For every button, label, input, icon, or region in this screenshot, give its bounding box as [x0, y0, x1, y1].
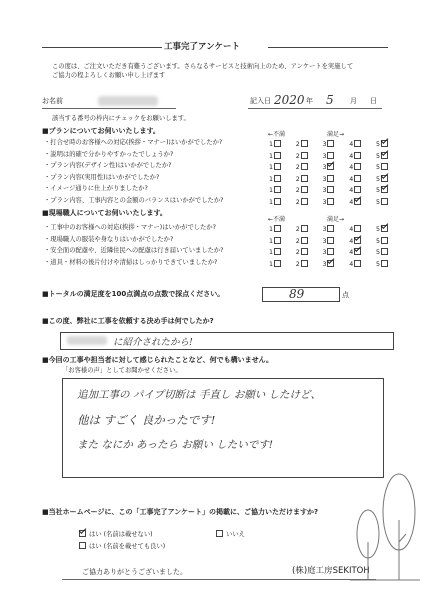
rating-option[interactable] — [349, 224, 362, 234]
rating-number: 5 — [375, 187, 380, 195]
total-score-value: 89 — [289, 287, 305, 301]
rating-number: 1 — [269, 249, 274, 257]
rating-checkbox[interactable] — [301, 186, 308, 193]
rating-checkbox[interactable] — [301, 175, 308, 182]
comments-question: ■今回の工事や担当者に対して感じられたことなど、何でも構いません。 — [42, 356, 274, 364]
rating-number: 5 — [375, 152, 380, 160]
rating-option[interactable] — [349, 174, 362, 184]
rating-checkbox[interactable] — [381, 163, 388, 170]
rating-number: 3 — [322, 175, 327, 183]
question-text: ・打合せ時のお客様への対応(挨拶・マナー)はいかがでしたか? — [44, 139, 223, 146]
rating-number: 1 — [269, 164, 274, 172]
rating-number: 5 — [375, 226, 380, 233]
rating-number: 4 — [349, 260, 354, 268]
rating-number: 3 — [322, 237, 327, 245]
scale-low-label: ←不満 — [268, 131, 286, 138]
rating-checkbox[interactable] — [327, 140, 334, 147]
rating-checkbox[interactable] — [274, 186, 281, 193]
rating-number: 2 — [295, 249, 300, 257]
redacted-referrer — [67, 336, 107, 345]
rating-number: 1 — [269, 199, 274, 206]
rating-number: 2 — [295, 260, 300, 268]
rating-number: 3 — [322, 199, 327, 206]
rating-number: 4 — [349, 237, 354, 245]
rating-option[interactable] — [349, 236, 362, 246]
rating-option[interactable] — [269, 139, 282, 149]
rating-option[interactable] — [376, 259, 389, 269]
rating-option[interactable] — [322, 236, 335, 246]
intro-text-1: この度は、ご注文いただき有難うございます。さらなるサービスと技術向上のため、アンケートを実施して — [52, 63, 354, 70]
date-month-unit: 月 — [350, 97, 357, 105]
question-text: ・プラン内容(デザイン性)はいかがでしたか? — [44, 162, 172, 170]
question-text: ・安全面の配慮や、近隣住民への配慮は行き届いていましたか? — [44, 247, 224, 255]
rating-option[interactable] — [376, 151, 389, 161]
question-row — [44, 197, 424, 206]
rating-number: 3 — [322, 260, 327, 268]
rating-checkbox[interactable] — [354, 260, 361, 267]
scale2-low-label: ←不満 — [268, 216, 286, 223]
rating-option[interactable] — [322, 259, 335, 269]
rating-option[interactable] — [376, 224, 389, 234]
rating-checkbox[interactable] — [354, 186, 361, 193]
rating-option[interactable] — [322, 151, 335, 161]
rating-option[interactable] — [349, 139, 362, 149]
question-row — [44, 259, 424, 268]
decision-answer: に紹介されたから! — [113, 337, 193, 348]
title-rule-right — [268, 47, 388, 48]
question-row — [44, 185, 424, 194]
rating-checkbox[interactable] — [381, 152, 388, 159]
rating-number: 3 — [322, 187, 327, 195]
rating-number: 5 — [375, 237, 380, 245]
rating-number: 5 — [375, 249, 380, 257]
rating-checkbox[interactable] — [327, 186, 334, 193]
rating-option[interactable] — [269, 151, 282, 161]
rating-option[interactable] — [322, 247, 335, 257]
rating-number: 1 — [269, 237, 274, 245]
rating-option[interactable] — [376, 174, 389, 184]
decision-question: ■この度、弊社に工事を依頼する決め手は何でしたか? — [42, 317, 214, 325]
rating-number: 2 — [295, 175, 300, 183]
rating-checkbox[interactable] — [274, 237, 281, 244]
yes-named-checkbox[interactable] — [79, 542, 86, 549]
rating-number: 1 — [269, 141, 274, 148]
tree-illustration — [350, 472, 420, 584]
instruction-text: 該当する番号の枠内にチェックをお願いします。 — [52, 115, 190, 122]
rating-checkbox[interactable] — [354, 237, 361, 244]
rating-checkbox[interactable] — [327, 163, 334, 170]
rating-checkbox[interactable] — [301, 152, 308, 159]
rating-option[interactable] — [269, 224, 282, 234]
question-text: ・プラン内容、工事内容との金額のバランスはいかがでしたか? — [44, 197, 224, 204]
rating-checkbox[interactable] — [354, 248, 361, 255]
rating-checkbox[interactable] — [301, 237, 308, 244]
rating-checkbox[interactable] — [301, 260, 308, 267]
rating-number: 2 — [295, 164, 300, 172]
rating-checkbox[interactable] — [301, 140, 308, 147]
rating-number: 1 — [269, 152, 274, 160]
section1-heading: ■プランについてお伺いいたします。 — [42, 127, 160, 135]
rating-number: 4 — [349, 187, 354, 195]
rating-option[interactable] — [269, 236, 282, 246]
option-yes-anon[interactable] — [78, 529, 153, 539]
rating-number: 3 — [322, 226, 327, 233]
rating-option[interactable] — [322, 224, 335, 234]
rating-checkbox[interactable] — [354, 225, 361, 232]
date-day-unit: 日 — [370, 97, 377, 105]
rating-option[interactable] — [376, 197, 389, 207]
scale-high-label: 満足→ — [327, 131, 345, 138]
rating-option[interactable] — [322, 139, 335, 149]
date-year: 2020 — [274, 93, 305, 107]
footer-thanks: ご協力ありがとうございました。 — [82, 568, 187, 576]
rating-number: 1 — [269, 260, 274, 268]
question-text: ・現場職人の服装や身なりはいかがでしたか? — [44, 235, 174, 243]
section2-heading: ■現場職人についてお伺いいたします。 — [42, 209, 167, 217]
rating-option[interactable] — [296, 185, 309, 195]
rating-checkbox[interactable] — [327, 225, 334, 232]
rating-option[interactable] — [269, 197, 282, 207]
rating-option[interactable] — [269, 247, 282, 257]
rating-checkbox[interactable] — [354, 198, 361, 205]
rating-number: 5 — [375, 164, 380, 172]
rating-option[interactable] — [349, 151, 362, 161]
rating-number: 4 — [349, 164, 354, 172]
rating-checkbox[interactable] — [274, 175, 281, 182]
rating-option[interactable] — [269, 162, 282, 172]
rating-number: 4 — [349, 152, 354, 160]
comment-line-3: また なにか あったら お願い したいです! — [77, 439, 273, 451]
rating-checkbox[interactable] — [327, 175, 334, 182]
rating-number: 1 — [269, 226, 274, 233]
company-name: (株)庭工房SEKITOH — [292, 566, 370, 576]
rating-number: 4 — [349, 249, 354, 257]
rating-option[interactable] — [349, 162, 362, 172]
rating-number: 4 — [349, 141, 354, 148]
rating-number: 5 — [375, 175, 380, 183]
rating-checkbox[interactable] — [354, 152, 361, 159]
rating-checkbox[interactable] — [381, 175, 388, 182]
rating-option[interactable] — [296, 236, 309, 246]
rating-number: 4 — [349, 199, 354, 206]
question-row — [44, 247, 424, 256]
rating-option[interactable] — [349, 197, 362, 207]
rating-option[interactable] — [269, 259, 282, 269]
rating-checkbox[interactable] — [301, 163, 308, 170]
rating-checkbox[interactable] — [381, 260, 388, 267]
rating-option[interactable] — [322, 174, 335, 184]
total-unit: 点 — [342, 291, 349, 299]
yes-named-label: はい (名前を載せても良い) — [89, 543, 166, 550]
rating-number: 3 — [322, 141, 327, 148]
rating-option[interactable] — [296, 174, 309, 184]
rating-option[interactable] — [376, 139, 389, 149]
rating-checkbox[interactable] — [327, 248, 334, 255]
rating-option[interactable] — [269, 185, 282, 195]
yes-anon-checkbox[interactable] — [79, 530, 86, 537]
question-row — [44, 151, 424, 160]
rating-option[interactable] — [296, 151, 309, 161]
rating-option[interactable] — [376, 162, 389, 172]
rating-option[interactable] — [296, 162, 309, 172]
rating-number: 5 — [375, 260, 380, 268]
rating-checkbox[interactable] — [354, 163, 361, 170]
date-label: 記入日 — [250, 97, 271, 105]
rating-number: 1 — [269, 175, 274, 183]
name-label: お名前 — [42, 97, 63, 105]
rating-number: 4 — [349, 175, 354, 183]
page-title: 工事完了アンケート — [164, 42, 240, 52]
rating-number: 2 — [295, 226, 300, 233]
rating-checkbox[interactable] — [381, 248, 388, 255]
rating-option[interactable] — [322, 185, 335, 195]
rating-option[interactable] — [349, 185, 362, 195]
total-score-box[interactable] — [262, 287, 340, 302]
rating-option[interactable] — [322, 197, 335, 207]
rating-number: 2 — [295, 199, 300, 206]
date-month: 5 — [326, 93, 334, 107]
rating-number: 3 — [322, 164, 327, 172]
rating-checkbox[interactable] — [381, 198, 388, 205]
option-yes-named[interactable] — [78, 541, 165, 551]
question-row — [44, 224, 424, 233]
question-text: ・道具・材料の後片付けや清掃はしっかりできていましたか? — [44, 258, 218, 266]
question-row — [44, 139, 424, 148]
comment-line-1: 追加工事の パイプ切断は 手直し お願い したけど、 — [77, 389, 322, 401]
rating-option[interactable] — [376, 185, 389, 195]
comments-sub: 「お客様の声」としてお聞かせください。 — [62, 367, 182, 374]
rating-checkbox[interactable] — [301, 225, 308, 232]
redacted-name — [98, 96, 158, 106]
rating-number: 2 — [295, 187, 300, 195]
rating-option[interactable] — [349, 259, 362, 269]
yes-anon-label: はい (名前は載せない) — [89, 531, 153, 538]
intro-text-2: ご協力の程よろしくお願い申し上げます — [52, 72, 166, 79]
rating-checkbox[interactable] — [301, 198, 308, 205]
question-row — [44, 236, 424, 245]
rating-option[interactable] — [296, 247, 309, 257]
rating-number: 5 — [375, 141, 380, 148]
rating-option[interactable] — [296, 139, 309, 149]
rating-checkbox[interactable] — [274, 140, 281, 147]
rating-option[interactable] — [296, 259, 309, 269]
rating-checkbox[interactable] — [274, 260, 281, 267]
question-row — [44, 162, 424, 171]
rating-number: 2 — [295, 141, 300, 148]
no-label: いいえ — [226, 531, 245, 538]
rating-option[interactable] — [296, 197, 309, 207]
rating-number: 4 — [349, 226, 354, 233]
date-year-unit: 年 — [306, 97, 313, 105]
rating-checkbox[interactable] — [274, 248, 281, 255]
question-row — [44, 174, 424, 183]
question-text: ・工事中のお客様への対応(挨拶・マナー)はいかがでしたか? — [44, 224, 216, 231]
rating-number: 3 — [322, 152, 327, 160]
rating-option[interactable] — [349, 247, 362, 257]
rating-number: 5 — [375, 199, 380, 206]
rating-option[interactable] — [296, 224, 309, 234]
rating-checkbox[interactable] — [274, 152, 281, 159]
comment-line-2: 他は すごく 良かったです! — [77, 413, 216, 427]
rating-checkbox[interactable] — [274, 163, 281, 170]
rating-option[interactable] — [376, 236, 389, 246]
rating-checkbox[interactable] — [274, 198, 281, 205]
customer-voice-box[interactable] — [62, 378, 384, 478]
rating-number: 2 — [295, 152, 300, 160]
question-text: ・プラン内容(実用性)はいかがでしたか? — [44, 173, 160, 181]
rating-number: 2 — [295, 237, 300, 245]
rating-option[interactable] — [269, 174, 282, 184]
rating-option[interactable] — [376, 247, 389, 257]
rating-option[interactable] — [322, 162, 335, 172]
rating-number: 1 — [269, 187, 274, 195]
rating-checkbox[interactable] — [381, 140, 388, 147]
rating-checkbox[interactable] — [327, 198, 334, 205]
question-text: ・説明は的確で分かりやすかったでしょうか? — [44, 150, 174, 158]
date-underline — [248, 108, 382, 109]
rating-checkbox[interactable] — [381, 225, 388, 232]
question-text: ・イメージ通りに仕上がりましたか? — [44, 185, 148, 193]
decision-answer-box[interactable] — [60, 332, 394, 350]
publish-question: ■当社ホームページに、この「工事完了アンケート」の掲載に、ご協力いただけますか? — [42, 508, 319, 516]
rating-checkbox[interactable] — [381, 237, 388, 244]
footer-rule — [62, 579, 376, 580]
rating-checkbox[interactable] — [327, 260, 334, 267]
title-rule-left — [42, 47, 162, 48]
total-label: ■トータルの満足度を100点満点の点数で採点ください。 — [42, 290, 225, 298]
no-checkbox[interactable] — [216, 530, 223, 537]
rating-checkbox[interactable] — [301, 248, 308, 255]
name-underline — [42, 108, 176, 109]
rating-checkbox[interactable] — [274, 225, 281, 232]
rating-checkbox[interactable] — [327, 152, 334, 159]
rating-checkbox[interactable] — [381, 186, 388, 193]
rating-number: 3 — [322, 249, 327, 257]
rating-checkbox[interactable] — [354, 175, 361, 182]
rating-checkbox[interactable] — [327, 237, 334, 244]
scale2-high-label: 満足→ — [327, 216, 345, 223]
rating-checkbox[interactable] — [354, 140, 361, 147]
option-no[interactable] — [215, 529, 245, 539]
